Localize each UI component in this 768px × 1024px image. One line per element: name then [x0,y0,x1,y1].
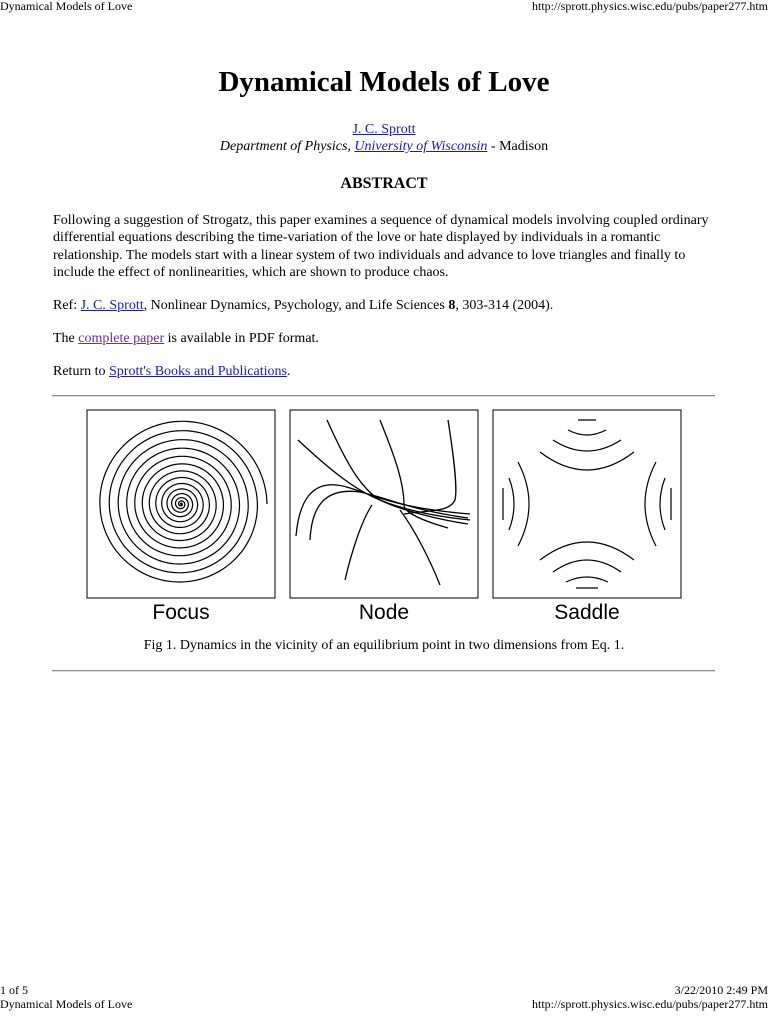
node-trajectory [296,485,470,536]
abstract-text: Following a suggestion of Strogatz, this paper examines a sequence of dynamical models involving coupled ordinary differential equations describing the time-variation of the love or hate displayed by individuals in a romantic relationship. The models start with a linear system of two individuals and advance to love triangles and finally to include the effect of nonlinearities, which are shown to produce chaos. [53,213,709,281]
city-text: - Madison [490,139,549,154]
focus-panel [87,410,275,598]
ref-volume: 8 [448,298,456,313]
ref-author-link[interactable]: J. C. Sprott [80,298,144,313]
node-trajectory [404,420,456,514]
node-trajectory [310,491,468,540]
figure-caption: Fig 1. Dynamics in the vicinity of an equilibrium point in two dimensions from Eq. 1. [143,638,625,653]
footer-url: http://sprott.physics.wisc.edu/pubs/paper277.htm [532,997,768,1011]
focus-label: Focus [152,601,210,624]
saddle-trajectory [540,452,634,470]
saddle-trajectory [518,462,529,546]
footer-page-title: Dynamical Models of Love [0,997,133,1011]
saddle-trajectory [509,478,514,530]
saddle-trajectory [553,440,621,451]
saddle-trajectory [660,478,665,530]
university-link[interactable]: University of Wisconsin [354,139,488,154]
publications-link[interactable]: Sprott's Books and Publications [109,364,287,379]
return-prefix: Return to [53,364,106,379]
footer-datetime: 3/22/2010 2:49 PM [674,983,768,997]
saddle-trajectory [540,542,634,560]
footer-page-count: 1 of 5 [0,983,28,997]
node-trajectory [400,510,440,585]
node-trajectory [327,420,468,524]
focus-spiral [100,421,267,582]
page-title: Dynamical Models of Love [218,66,550,98]
author-link[interactable]: J. C. Sprott [352,122,416,137]
paper-prefix: The [53,331,75,346]
paper-suffix: is available in PDF format. [167,331,319,346]
saddle-panel [493,410,681,598]
ref-journal: , Nonlinear Dynamics, Psychology, and Life Sciences [143,298,449,313]
header-url: http://sprott.physics.wisc.edu/pubs/paper277.htm [532,0,768,13]
saddle-trajectory [553,560,621,572]
abstract-heading: ABSTRACT [340,175,428,192]
node-label: Node [358,601,410,624]
divider-bottom [52,670,715,672]
saddle-trajectory [566,577,608,582]
return-suffix: . [286,364,291,379]
ref-pages: , 303-314 (2004). [455,298,554,313]
saddle-label: Saddle [554,601,620,624]
complete-paper-link[interactable]: complete paper [78,331,165,346]
saddle-trajectory [568,430,606,435]
department-text: Department of Physics, [219,139,351,154]
ref-prefix: Ref: [53,298,78,313]
node-trajectory [345,505,372,580]
saddle-trajectory [645,462,656,546]
header-page-title: Dynamical Models of Love [0,0,133,13]
node-panel [290,410,478,598]
